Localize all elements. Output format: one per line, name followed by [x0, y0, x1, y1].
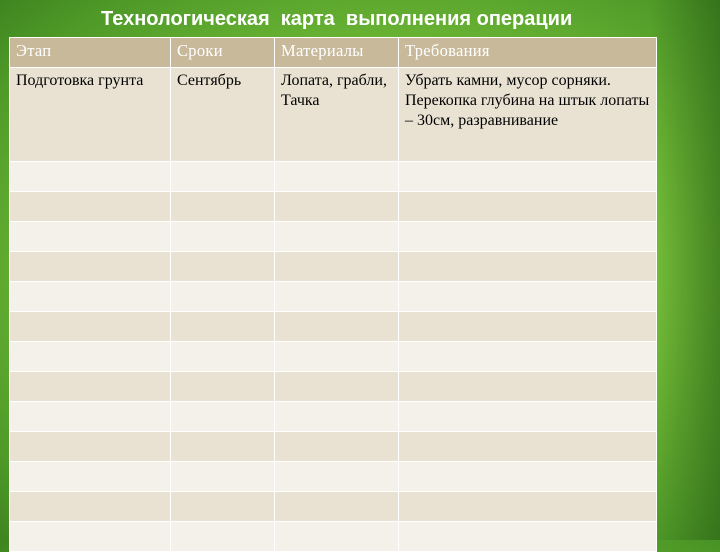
table-cell-empty	[399, 252, 657, 282]
table-row-empty	[10, 522, 657, 552]
table-row-empty	[10, 312, 657, 342]
table-cell-empty	[275, 192, 399, 222]
table-cell-empty	[275, 492, 399, 522]
tech-map-table	[9, 37, 657, 552]
table-row-empty	[10, 162, 657, 192]
table-cell-empty	[275, 342, 399, 372]
table-cell-empty	[171, 462, 275, 492]
table-cell-empty	[399, 372, 657, 402]
table-cell-empty	[171, 522, 275, 552]
table-cell-empty	[171, 402, 275, 432]
table-cell-empty	[399, 162, 657, 192]
table-row-empty	[10, 282, 657, 312]
slide-title: Технологическая карта выполнения операции	[101, 8, 573, 30]
table-cell-empty	[171, 432, 275, 462]
table-cell-empty	[399, 402, 657, 432]
header-dates: Сроки	[171, 38, 275, 68]
table-cell-empty	[399, 282, 657, 312]
cell-dates: Сентябрь	[171, 68, 275, 162]
header-requirements: Требования	[399, 38, 657, 68]
table-cell-empty	[399, 342, 657, 372]
table-cell-empty	[171, 342, 275, 372]
table-cell-empty	[171, 372, 275, 402]
table-row-empty	[10, 492, 657, 522]
table-row-empty	[10, 222, 657, 252]
cell-materials: Лопата, грабли, Тачка	[275, 68, 399, 162]
table-cell-empty	[171, 492, 275, 522]
table-row-empty	[10, 342, 657, 372]
table-cell-empty	[399, 222, 657, 252]
table-cell-empty	[399, 312, 657, 342]
cell-stage: Подготовка грунта	[10, 68, 171, 162]
table-cell-empty	[171, 192, 275, 222]
table-cell-empty	[399, 432, 657, 462]
table-cell-empty	[10, 372, 171, 402]
table-cell-empty	[10, 522, 171, 552]
table-cell-empty	[10, 342, 171, 372]
table-cell-empty	[399, 522, 657, 552]
table-cell-empty	[171, 282, 275, 312]
table-row-empty	[10, 462, 657, 492]
table-cell-empty	[399, 492, 657, 522]
table-row-empty	[10, 402, 657, 432]
table-row-empty	[10, 372, 657, 402]
table-cell-empty	[10, 252, 171, 282]
table-row-empty	[10, 432, 657, 462]
table-cell-empty	[10, 492, 171, 522]
table-cell-empty	[171, 222, 275, 252]
table-cell-empty	[10, 282, 171, 312]
table-cell-empty	[275, 312, 399, 342]
header-stage: Этап	[10, 38, 171, 68]
table-cell-empty	[10, 432, 171, 462]
table-header-row	[10, 38, 657, 68]
table-cell-empty	[10, 222, 171, 252]
table-cell-empty	[171, 162, 275, 192]
table-cell-empty	[10, 402, 171, 432]
table-cell-empty	[275, 402, 399, 432]
table-row	[10, 68, 657, 162]
cell-requirements: Убрать камни, мусор сорняки. Перекопка глубина на штык лопаты – 30см, разравнивание	[399, 68, 657, 162]
table-cell-empty	[10, 162, 171, 192]
table-cell-empty	[275, 372, 399, 402]
table-cell-empty	[275, 282, 399, 312]
table-cell-empty	[275, 432, 399, 462]
table-cell-empty	[399, 192, 657, 222]
table-row-empty	[10, 252, 657, 282]
table-cell-empty	[171, 252, 275, 282]
table-cell-empty	[275, 462, 399, 492]
header-materials: Материалы	[275, 38, 399, 68]
table-cell-empty	[10, 192, 171, 222]
tech-map-table-container	[9, 37, 657, 552]
table-cell-empty	[275, 222, 399, 252]
table-cell-empty	[275, 252, 399, 282]
background-edge-shadow	[650, 0, 720, 540]
table-cell-empty	[275, 522, 399, 552]
table-cell-empty	[171, 312, 275, 342]
table-cell-empty	[10, 462, 171, 492]
table-cell-empty	[10, 312, 171, 342]
table-cell-empty	[275, 162, 399, 192]
table-cell-empty	[399, 462, 657, 492]
table-row-empty	[10, 192, 657, 222]
